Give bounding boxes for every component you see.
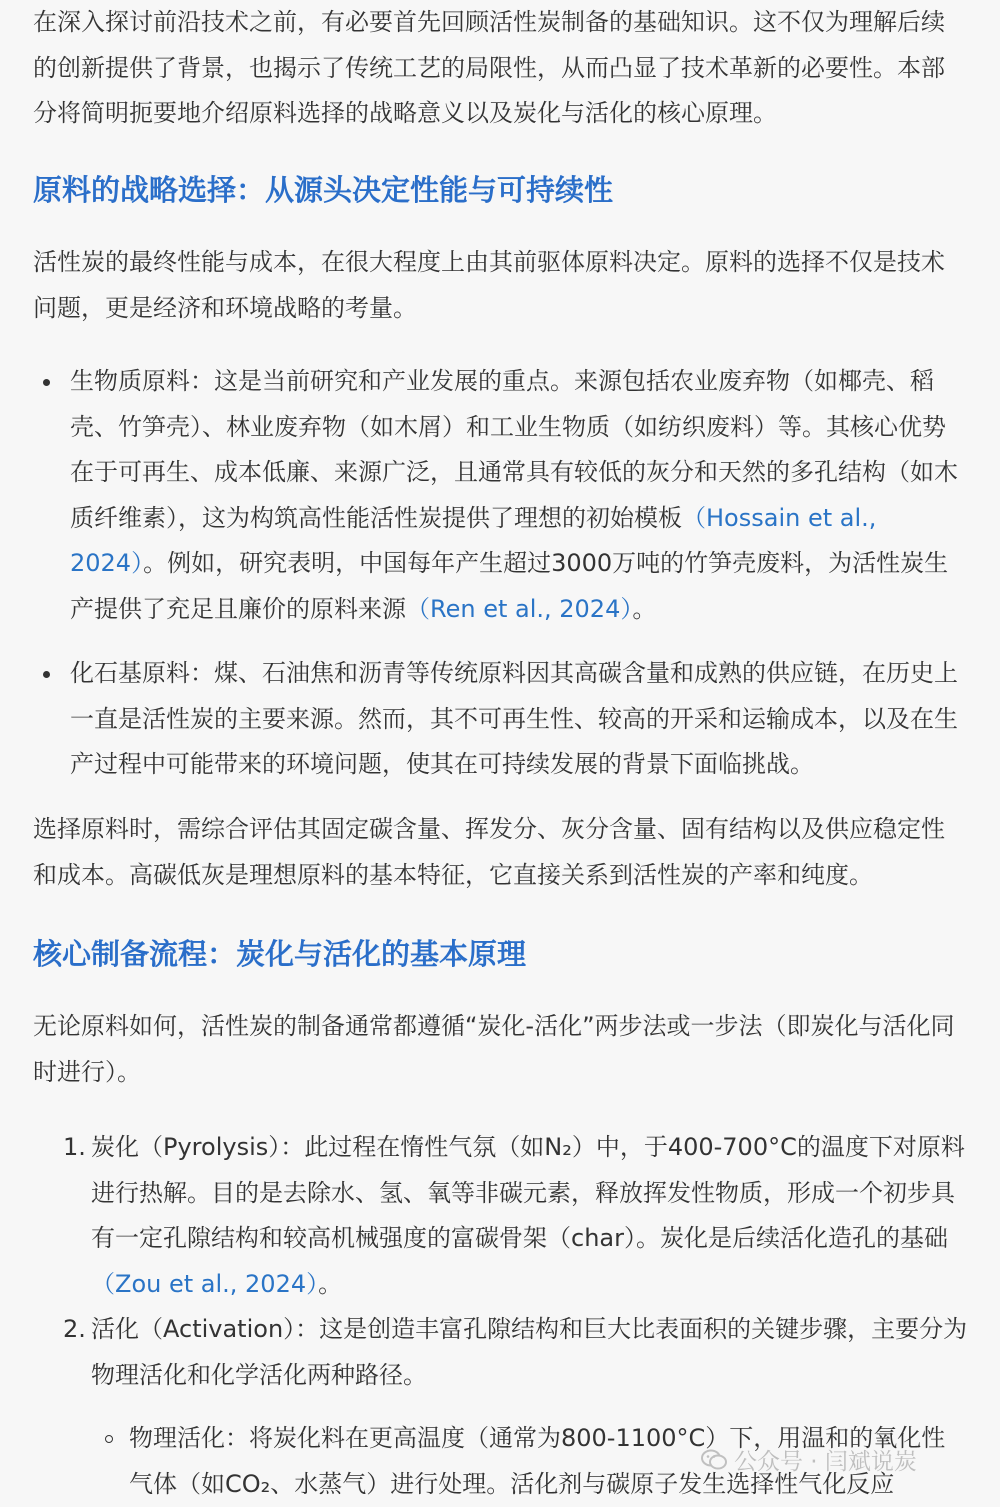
citation-ren[interactable]: （Ren et al., 2024） xyxy=(406,594,633,623)
intro-paragraph: 在深入探讨前沿技术之前，有必要首先回顾活性炭制备的基础知识。这不仅为理解后续的创新提供了背景，也揭示了传统工艺的局限性，从而凸显了技术革新的必要性。本部分将简明扼要地介绍原料选择的战略意义以及炭化与活化的核心原理。 xyxy=(33,8,945,127)
pyrolysis-text-b: 。 xyxy=(318,1269,343,1298)
step-number: 1. xyxy=(63,1133,86,1161)
citation-zou[interactable]: （Zou et al., 2024） xyxy=(91,1269,319,1298)
watermark xyxy=(700,1443,917,1476)
list-item-fossil: 化石基原料：煤、石油焦和沥青等传统原料因其高碳含量和成熟的供应链，在历史上一直是活性炭的主要来源。然而，其不可再生性、较高的开采和运输成本，以及在生产过程中可能带来的环境问题，使其在可持续发展的背景下面临挑战。 xyxy=(33,651,968,788)
biomass-text-a: 生物质原料：这是当前研究和产业发展的重点。来源包括农业废弃物（如椰壳、稻壳、竹笋壳）、林业废弃物（如木屑）和工业生物质（如纺织废料）等。其核心优势在于可再生、成本低廉、来源广泛，且通常具有较低的灰分和天然的多孔结构（如木质纤维素），这为构筑高性能活性炭提供了理想的初始模板 xyxy=(70,367,958,532)
section1-paragraph-2: 选择原料时，需综合评估其固定碳含量、挥发分、灰分含量、固有结构以及供应稳定性和成本。高碳低灰是理想原料的基本特征，它直接关系到活性炭的产率和纯度。 xyxy=(33,815,945,889)
wechat-icon xyxy=(700,1448,728,1472)
section2-paragraph: 无论原料如何，活性炭的制备通常都遵循“炭化-活化”两步法或一步法（即炭化与活化同时进行）。 xyxy=(33,1012,955,1086)
section1-paragraph: 活性炭的最终性能与成本，在很大程度上由其前驱体原料决定。原料的选择不仅是技术问题，更是经济和环境战略的考量。 xyxy=(33,248,945,322)
step-item-pyrolysis xyxy=(33,1125,968,1307)
section2-heading: 核心制备流程：炭化与活化的基本原理 xyxy=(33,937,527,971)
list-item-biomass xyxy=(33,359,968,632)
sub-item-physical: 物理活化：将炭化料在更高温度（通常为800-1100°C）下，用温和的氧化性气体（如CO₂、水蒸气）进行处理。活化剂与碳原子发生选择性气化反应 xyxy=(33,1416,968,1507)
material-list-2 xyxy=(33,651,968,788)
process-steps xyxy=(33,1125,968,1398)
material-list xyxy=(33,359,968,632)
step-item-activation xyxy=(33,1307,968,1398)
section1-heading: 原料的战略选择：从源头决定性能与可持续性 xyxy=(33,173,614,207)
watermark-text: 公众号 · 闫斌说炭 xyxy=(734,1449,917,1475)
step-number: 2. xyxy=(63,1315,86,1343)
citation-hossain[interactable]: （Hossain et al., 2024） xyxy=(70,503,877,577)
biomass-text-b: 。例如，研究表明，中国每年产生超过3000万吨的竹笋壳废料，为活性炭生产提供了充足且廉价的原料来源 xyxy=(70,549,949,623)
activation-text: 活化（Activation）：这是创造丰富孔隙结构和巨大比表面积的关键步骤，主要分为物理活化和化学活化两种路径。 xyxy=(91,1315,968,1389)
biomass-text-c: 。 xyxy=(632,594,657,623)
pyrolysis-text-a: 炭化（Pyrolysis）：此过程在惰性气氛（如N₂）中，于400-700°C的温度下对原料进行热解。目的是去除水、氢、氧等非碳元素，释放挥发性物质，形成一个初步具有一定孔隙结构和较高机械强度的富碳骨架（char）。炭化是后续活化造孔的基础 xyxy=(91,1133,965,1252)
